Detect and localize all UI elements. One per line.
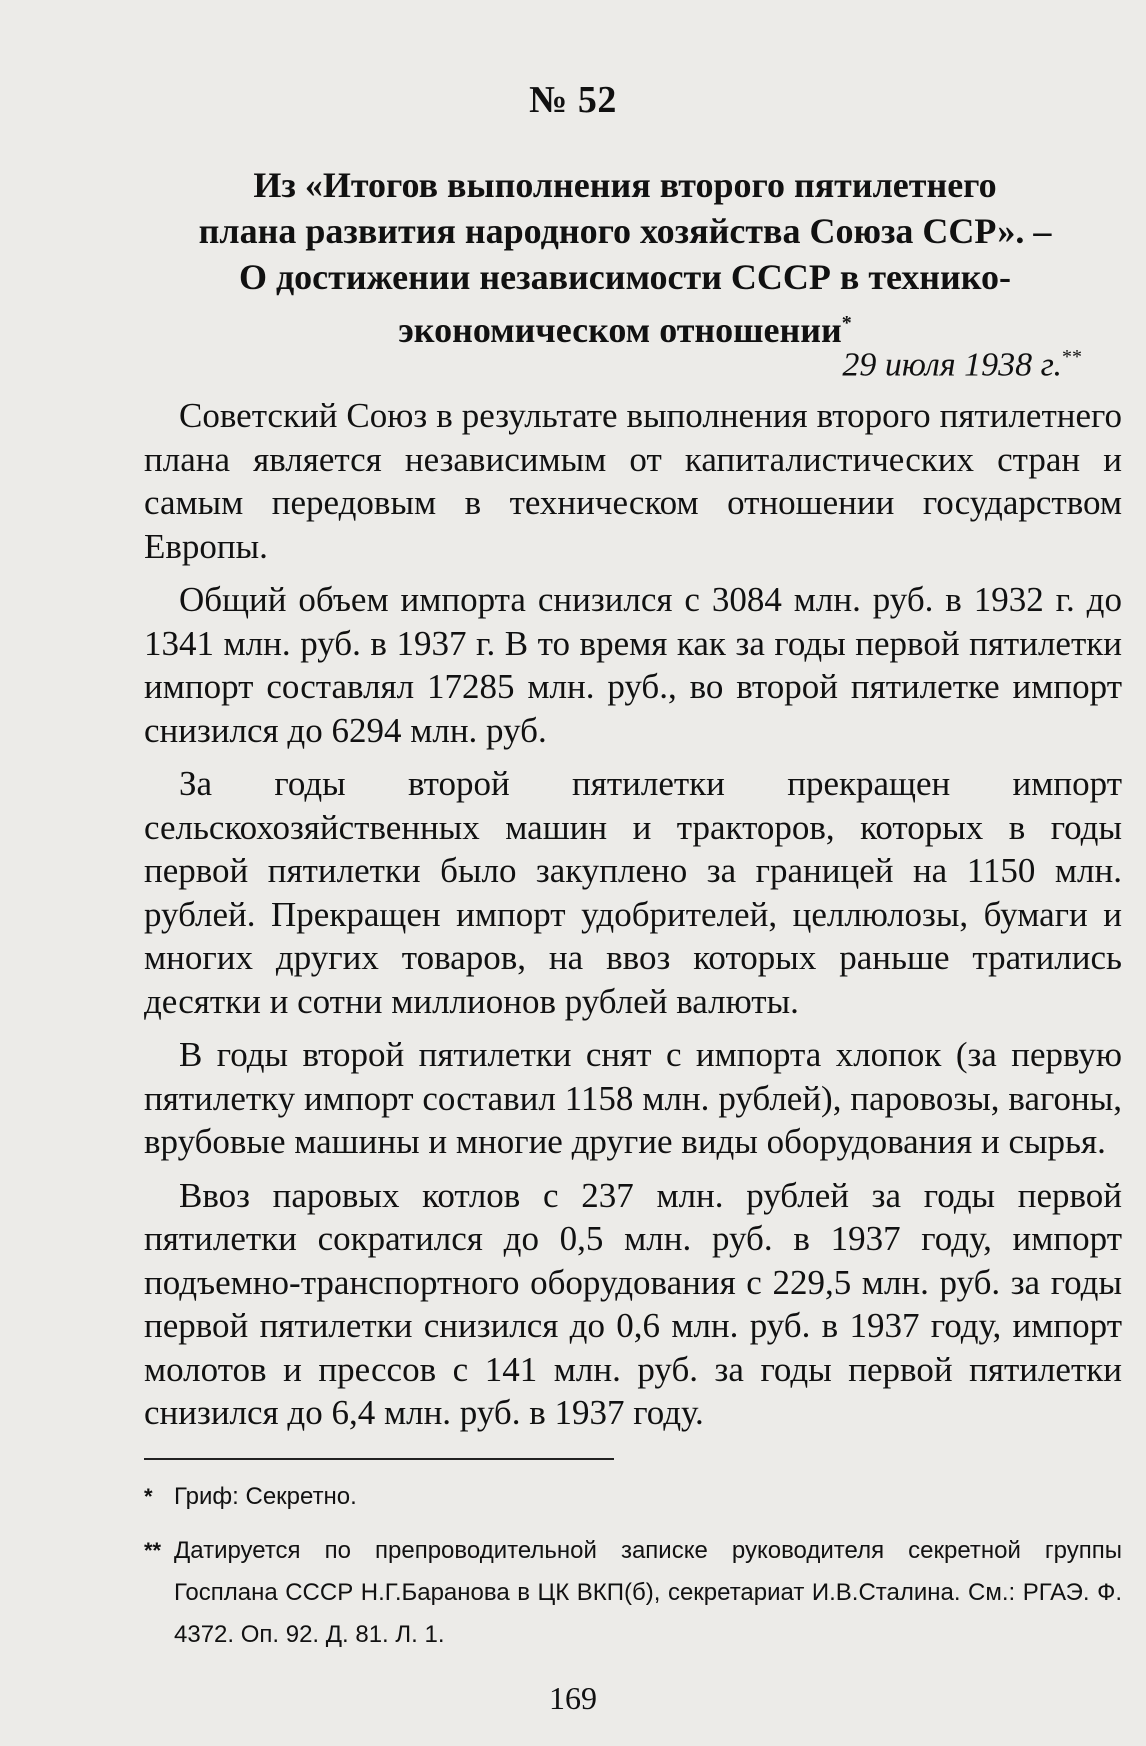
document-title bbox=[160, 162, 1090, 353]
document-number: № 52 bbox=[529, 79, 617, 121]
page-number: 169 bbox=[549, 1680, 597, 1716]
footnote-mark: ** bbox=[144, 1538, 162, 1563]
footnote-mark: * bbox=[144, 1484, 153, 1509]
title-line: О достижении независимости СССР в технико- bbox=[238, 257, 1012, 297]
footnote-divider bbox=[144, 1458, 614, 1460]
date-text: 29 июля 1938 г. bbox=[842, 346, 1062, 384]
footnote-text: Датируется по препроводительной записке руководителя секретной группы Госплана СССР Н.Г.Баранова в ЦК ВКП(б), секретариат И.В.Сталина. См.: РГАЭ. Ф. 4372. Оп. 92. Д. 81. Л. 1. bbox=[174, 1537, 1122, 1648]
paragraph: Общий объем импорта снизился с 3084 млн. руб. в 1932 г. до 1341 млн. руб. в 1937 г. В то время как за годы первой пятилетки импорт составлял 17285 млн. руб., во второй пятилетке импорт снизился до 6294 млн. руб. bbox=[144, 580, 1122, 750]
paragraph: Советский Союз в результате выполнения второго пятилетнего плана является независимым от капиталистических стран и самым передовым в техническом отношении государством Европы. bbox=[144, 396, 1122, 566]
paragraph: За годы второй пятилетки прекращен импорт сельскохозяйственных машин и тракторов, которых в годы первой пятилетки было закуплено за границей на 1150 млн. рублей. Прекращен импорт удобрителей, целлюлозы, бумаги и многих других товаров, на ввоз которых раньше тратились десятки и сотни миллионов рублей валюты. bbox=[144, 764, 1122, 1021]
title-line: плана развития народного хозяйства Союза ССР». – bbox=[198, 211, 1052, 251]
footnote-text: Гриф: Секретно. bbox=[174, 1483, 357, 1510]
document-date bbox=[842, 346, 1082, 384]
document-body bbox=[144, 394, 1122, 1445]
paragraph: В годы второй пятилетки снят с импорта хлопок (за первую пятилетку импорт составил 1158 млн. рублей), паровозы, вагоны, врубовые машины и многие другие виды оборудования и сырья. bbox=[144, 1035, 1122, 1161]
footnotes bbox=[144, 1476, 1122, 1656]
date-footnote-mark: ** bbox=[1062, 346, 1082, 368]
title-line-text: экономическом отношении bbox=[398, 310, 842, 350]
title-footnote-mark: * bbox=[841, 312, 852, 334]
title-line: Из «Итогов выполнения второго пятилетнего bbox=[253, 165, 997, 205]
footnote bbox=[144, 1476, 1122, 1518]
footnote bbox=[144, 1530, 1122, 1656]
paragraph: Ввоз паровых котлов с 237 млн. рублей за годы первой пятилетки сократился до 0,5 млн. руб. в 1937 году, импорт подъемно-транспортного оборудования с 229,5 млн. руб. за годы первой пятилетки снизился до 0,6 млн. руб. в 1937 году, импорт молотов и прессов с 141 млн. руб. за годы первой пятилетки снизился до 6,4 млн. руб. в 1937 году. bbox=[144, 1175, 1122, 1432]
